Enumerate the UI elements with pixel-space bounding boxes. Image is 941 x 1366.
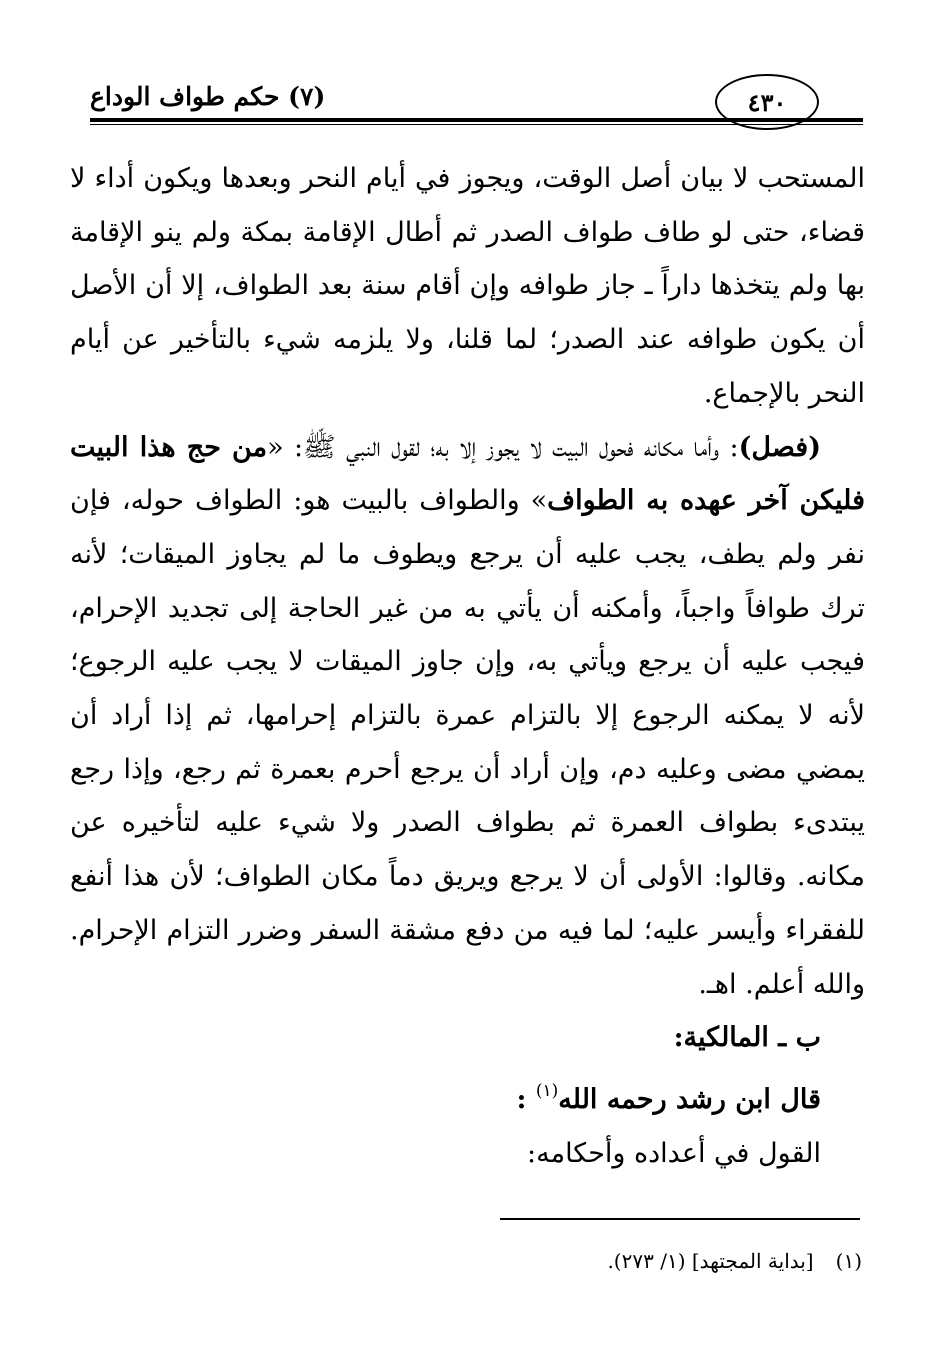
running-title: (٧) حكم طواف الوداع [90, 82, 326, 111]
quote-colon: : [516, 1083, 527, 1115]
paragraph-2 [70, 421, 865, 1012]
header-rule [90, 118, 863, 122]
quote-intro [70, 1065, 865, 1127]
section-label: (فصل) [738, 431, 821, 463]
paragraph-1: المستحب لا بيان أصل الوقت، ويجوز في أيام النحر وبعدها ويكون أداء لا قضاء، حتى لو طاف طواف الصدر ثم أطال الإقامة بمكة ولم ينو الإقامة بها ولم يتخذها داراً ـ جاز طوافه وإن أقام سنة بعد الطواف، إلا أن الأصل أن يكون طوافه عند الصدر؛ لما قلنا، ولا يلزمه شيء بالتأخير عن أيام النحر بالإجماع. [70, 163, 865, 409]
footnote [500, 1246, 862, 1276]
footnote-ref: (١) [535, 1080, 559, 1101]
footnote-text: [بداية المجتهد] (١/ ٢٧٣). [607, 1249, 814, 1273]
hadith-quote: من حج هذا البيت فليكن آخر عهده به الطواف [70, 431, 865, 517]
footnote-rule [500, 1218, 860, 1220]
footnote-marker: (١) [835, 1249, 862, 1273]
header-rule-thin [90, 124, 863, 125]
section-heading: ب ـ المالكية: [673, 1022, 821, 1054]
paragraph-last: القول في أعداده وأحكامه: [527, 1137, 821, 1169]
paragraph-2-part-b: » والطواف بالبيت هو: الطواف حوله، فإن نفر ولم يطف، يجب عليه أن يرجع ويطوف ما لم يجاوز الميقات؛ لأنه ترك طوافاً واجباً، وأمكنه أن يأتي به من غير الحاجة إلى تجديد الإحرام، فيجب عليه أن يرجع ويأتي به، وإن جاوز الميقات لا يجب عليه الرجوع؛ لأنه لا يمكنه الرجوع إلا بالتزام عمرة بالتزام إحرامها، ثم إذا أراد أن يمضي مضى وعليه دم، وإن أراد أن يرجع أحرم بعمرة ثم رجع، وإذا رجع يبتدىء بطواف العمرة ثم بطواف الصدر ولا شيء عليه لتأخيره عن مكانه. وقالوا: الأولى أن لا يرجع ويريق دماً مكان الطواف؛ لأن هذا أنفع للفقراء وأيسر عليه؛ لما فيه من دفع مشقة السفر وضرر التزام الإحرام. والله أعلم. اهـ. [70, 485, 865, 1000]
main-text [70, 152, 865, 1180]
page-number: ٤٣٠ [715, 74, 819, 130]
paragraph-2-part-a: : وأما مكانه فحول البيت لا يجوز إلا به؛ لقول النبي ﷺ: « [267, 431, 739, 463]
quote-author: قال ابن رشد رحمه الله [558, 1083, 821, 1115]
